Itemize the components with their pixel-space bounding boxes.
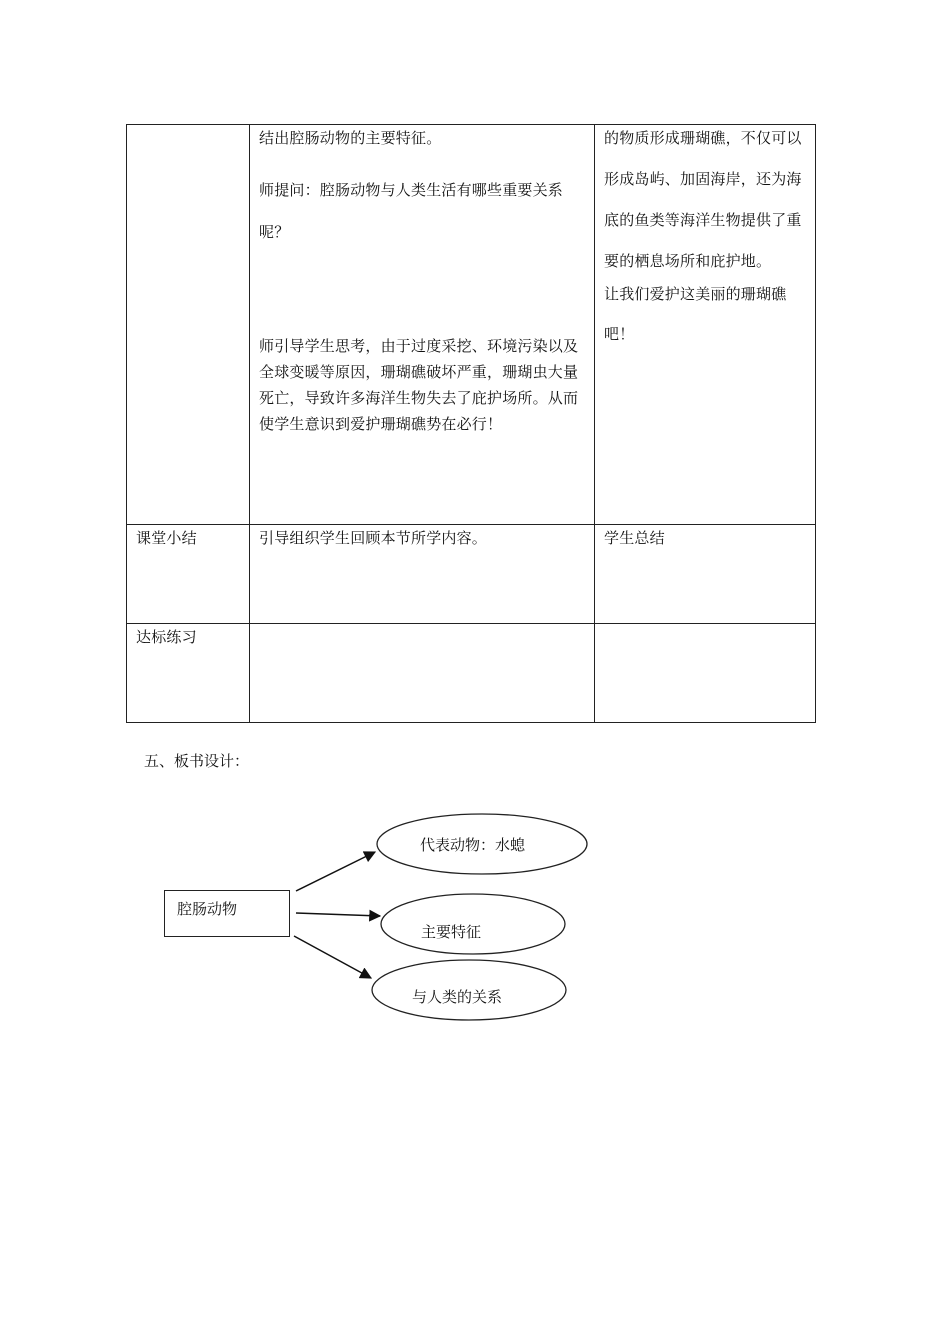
stage-label: 达标练习 [136, 628, 197, 646]
arrow-line [296, 913, 380, 916]
arrow-line [294, 936, 371, 978]
branch-label: 主要特征 [421, 923, 482, 941]
student-text: 学生总结 [604, 529, 665, 547]
teacher-text: 师引导学生思考，由于过度采挖、环境污染以及全球变暖等原因，珊瑚礁破坏严重，珊瑚虫大量死亡，导致许多海洋生物失去了庇护场所。从而使学生意识到爱护珊瑚礁势在必行！ [259, 337, 579, 433]
teacher-text: 引导组织学生回顾本节所学内容。 [259, 529, 488, 547]
teacher-text: 结出腔肠动物的主要特征。 [259, 129, 442, 147]
arrow-line [296, 852, 375, 891]
student-text: 让我们爱护这美丽的珊瑚礁吧！ [604, 285, 787, 343]
root-label: 腔肠动物 [177, 900, 238, 918]
section-heading: 五、板书设计： [144, 752, 250, 770]
student-text: 的物质形成珊瑚礁，不仅可以形成岛屿、加固海岸，还为海底的鱼类等海洋生物提供了重要的栖息场所和庇护地。 [604, 129, 802, 270]
branch-label: 与人类的关系 [412, 988, 503, 1006]
stage-label: 课堂小结 [136, 529, 197, 547]
branch-label: 代表动物：水螅 [420, 836, 526, 854]
teacher-text: 师提问：腔肠动物与人类生活有哪些重要关系呢？ [259, 181, 564, 241]
root-box [164, 890, 290, 937]
